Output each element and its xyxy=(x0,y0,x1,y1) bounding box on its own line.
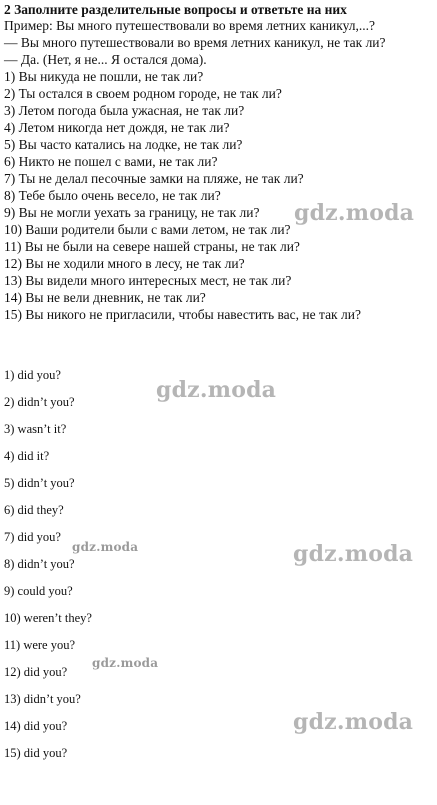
watermark: gdz.moda xyxy=(293,709,414,735)
question-14: 14) Вы не вели дневник, не так ли? xyxy=(4,290,206,305)
answer-14: 14) did you? xyxy=(4,719,68,733)
question-9: 9) Вы не могли уехать за границу, не так ли? xyxy=(4,205,260,220)
question-4: 4) Летом никогда нет дождя, не так ли? xyxy=(4,120,230,135)
question-11: 11) Вы не были на севере нашей страны, не так ли? xyxy=(4,239,300,254)
answer-6: 6) did they? xyxy=(4,503,64,517)
question-12: 12) Вы не ходили много в лесу, не так ли? xyxy=(4,256,245,271)
watermark: gdz.moda xyxy=(156,377,277,403)
example-line-3: — Да. (Нет, я не... Я остался дома). xyxy=(4,52,207,67)
question-6: 6) Никто не пошел с вами, не так ли? xyxy=(4,154,218,169)
answer-10: 10) weren’t they? xyxy=(4,611,92,625)
question-13: 13) Вы видели много интересных мест, не так ли? xyxy=(4,273,292,288)
question-10: 10) Ваши родители были с вами летом, не так ли? xyxy=(4,222,291,237)
watermark: gdz.moda xyxy=(92,656,159,670)
question-8: 8) Тебе было очень весело, не так ли? xyxy=(4,188,221,203)
question-3: 3) Летом погода была ужасная, не так ли? xyxy=(4,103,245,118)
question-1: 1) Вы никуда не пошли, не так ли? xyxy=(4,69,204,84)
answer-1: 1) did you? xyxy=(4,368,61,382)
question-7: 7) Ты не делал песочные замки на пляже, не так ли? xyxy=(4,171,304,186)
example-line-2: — Вы много путешествовали во время летних каникул, не так ли? xyxy=(4,35,386,50)
watermark: gdz.moda xyxy=(72,540,139,554)
watermark: gdz.moda xyxy=(293,541,414,567)
example-line-1: Пример: Вы много путешествовали во время летних каникул,...? xyxy=(4,18,375,33)
answer-4: 4) did it? xyxy=(4,449,50,463)
answer-5: 5) didn’t you? xyxy=(4,476,75,490)
watermark: gdz.moda xyxy=(294,200,415,226)
answer-11: 11) were you? xyxy=(4,638,76,652)
answer-9: 9) could you? xyxy=(4,584,73,598)
answer-7: 7) did you? xyxy=(4,530,61,544)
answer-8: 8) didn’t you? xyxy=(4,557,75,571)
answer-2: 2) didn’t you? xyxy=(4,395,75,409)
question-15: 15) Вы никого не пригласили, чтобы навестить вас, не так ли? xyxy=(4,307,361,322)
answer-15: 15) did you? xyxy=(4,746,68,760)
answer-13: 13) didn’t you? xyxy=(4,692,81,706)
question-2: 2) Ты остался в своем родном городе, не так ли? xyxy=(4,86,282,101)
question-5: 5) Вы часто катались на лодке, не так ли? xyxy=(4,137,243,152)
exercise-title: 2 Заполните разделительные вопросы и ответьте на них xyxy=(4,2,347,17)
answer-12: 12) did you? xyxy=(4,665,68,679)
answer-3: 3) wasn’t it? xyxy=(4,422,67,436)
